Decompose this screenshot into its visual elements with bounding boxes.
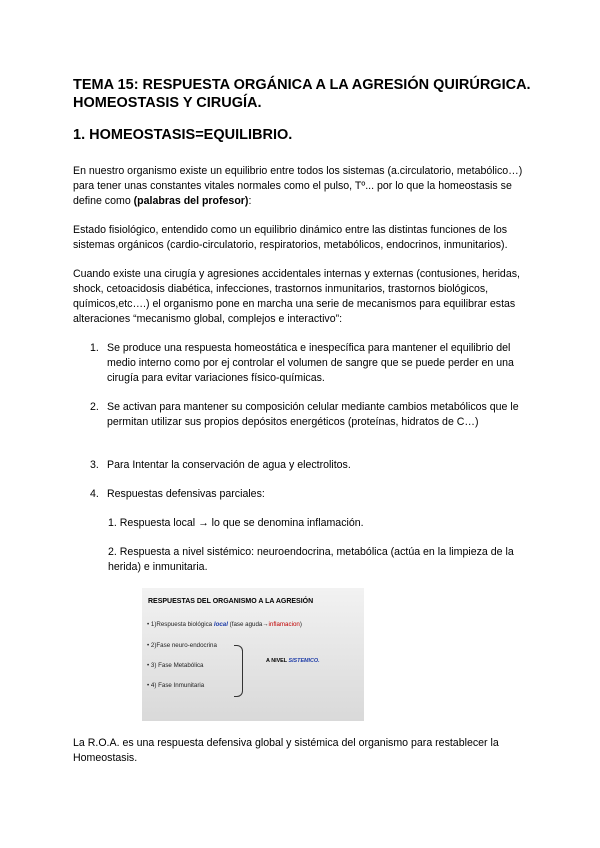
section-heading: 1. HOMEOSTASIS=EQUILIBRIO.: [73, 127, 293, 143]
page-title: TEMA 15: RESPUESTA ORGÁNICA A LA AGRESIÓN QUIRÚRGICA. HOMEOSTASIS Y CIRUGÍA.: [73, 77, 531, 111]
paragraph-intro: [73, 164, 533, 209]
list-number: 2.: [90, 401, 99, 413]
slide-systemic-pre: A NIVEL: [266, 658, 289, 664]
slide-line-local-mid: (fase aguda→: [227, 621, 269, 628]
sub-item-systemic: 2. Respuesta a nivel sistémico: neuroendocrina, metabólica (actúa en la limpieza de la herida) e inmunitaria.: [108, 546, 514, 573]
slide-line-immune: • 4) Fase Inmunitaria: [147, 682, 205, 689]
sub-item-local: 1. Respuesta local → lo que se denomina inflamación.: [108, 517, 364, 529]
list-number: 3.: [90, 459, 99, 471]
slide-line-local-end: ): [299, 621, 302, 628]
list-text: Se produce una respuesta homeostática e inespecífica para mantener el equilibrio del medio interno como por ej controlar el volumen de sangre que se puede perder en una cirugía para evitar variaciones físico-químicas.: [107, 342, 514, 384]
paragraph-intro-text: En nuestro organismo existe un equilibrio entre todos los sistemas (a.circulatorio, metabólico…) para tener unas constantes vitales normales como el pulso, Tº... por lo que la homeostasis se define como: [73, 165, 523, 207]
paragraph-intro-end: :: [248, 195, 252, 207]
slide-line-local-pre: • 1)Respuesta biológica: [147, 621, 214, 628]
aggression-response-slide: [142, 588, 364, 721]
paragraph-definition: Estado fisiológico, entendido como un equilibrio dinámico entre las distintas funciones de los sistemas orgánicos (cardio-circulatorio, respiratorios, metabólicos, endocrinos, inmunitarios).: [73, 224, 508, 251]
list-number: 4.: [90, 488, 99, 500]
list-text: Respuestas defensivas parciales:: [107, 488, 265, 500]
grouping-brace: [234, 645, 243, 697]
list-number: 1.: [90, 342, 99, 354]
slide-line-metabolic: • 3) Fase Metabólica: [147, 662, 204, 669]
list-item-2: [90, 400, 530, 430]
list-text: Se activan para mantener su composición celular mediante cambios metabólicos que le permitan utilizar sus propios depósitos energéticos (proteínas, hidratos de C…): [107, 401, 519, 428]
list-text: Para Intentar la conservación de agua y electrolitos.: [107, 459, 351, 471]
list-item-4: [90, 487, 530, 502]
closing-paragraph: La R.O.A. es una respuesta defensiva global y sistémica del organismo para restablecer la Homeostasis.: [73, 737, 499, 764]
slide-line-local: [147, 621, 302, 628]
paragraph-intro-bold: (palabras del profesor): [133, 195, 249, 207]
slide-systemic-word: SISTEMICO.: [288, 658, 320, 664]
list-item-3: [90, 458, 530, 473]
slide-line-neuroendocrine: • 2)Fase neuro-endocrina: [147, 642, 217, 649]
slide-local-word: local: [213, 621, 228, 628]
list-item-1: [90, 341, 530, 386]
slide-inflammation-word: inflamacion: [268, 621, 300, 628]
paragraph-aggression: Cuando existe una cirugía y agresiones accidentales internas y externas (contusiones, heridas, shock, cetoacidosis diabética, infecciones, trastornos inmunitarios, trastornos biológicos, químicos,etc….) el organismo pone en marcha una serie de mecanismos para equilibrar estas alteraciones “mecanismo global, complejos e interactivo”:: [73, 268, 520, 325]
slide-systemic-label: [266, 658, 320, 664]
slide-title: RESPUESTAS DEL ORGANISMO A LA AGRESIÓN: [148, 598, 314, 605]
